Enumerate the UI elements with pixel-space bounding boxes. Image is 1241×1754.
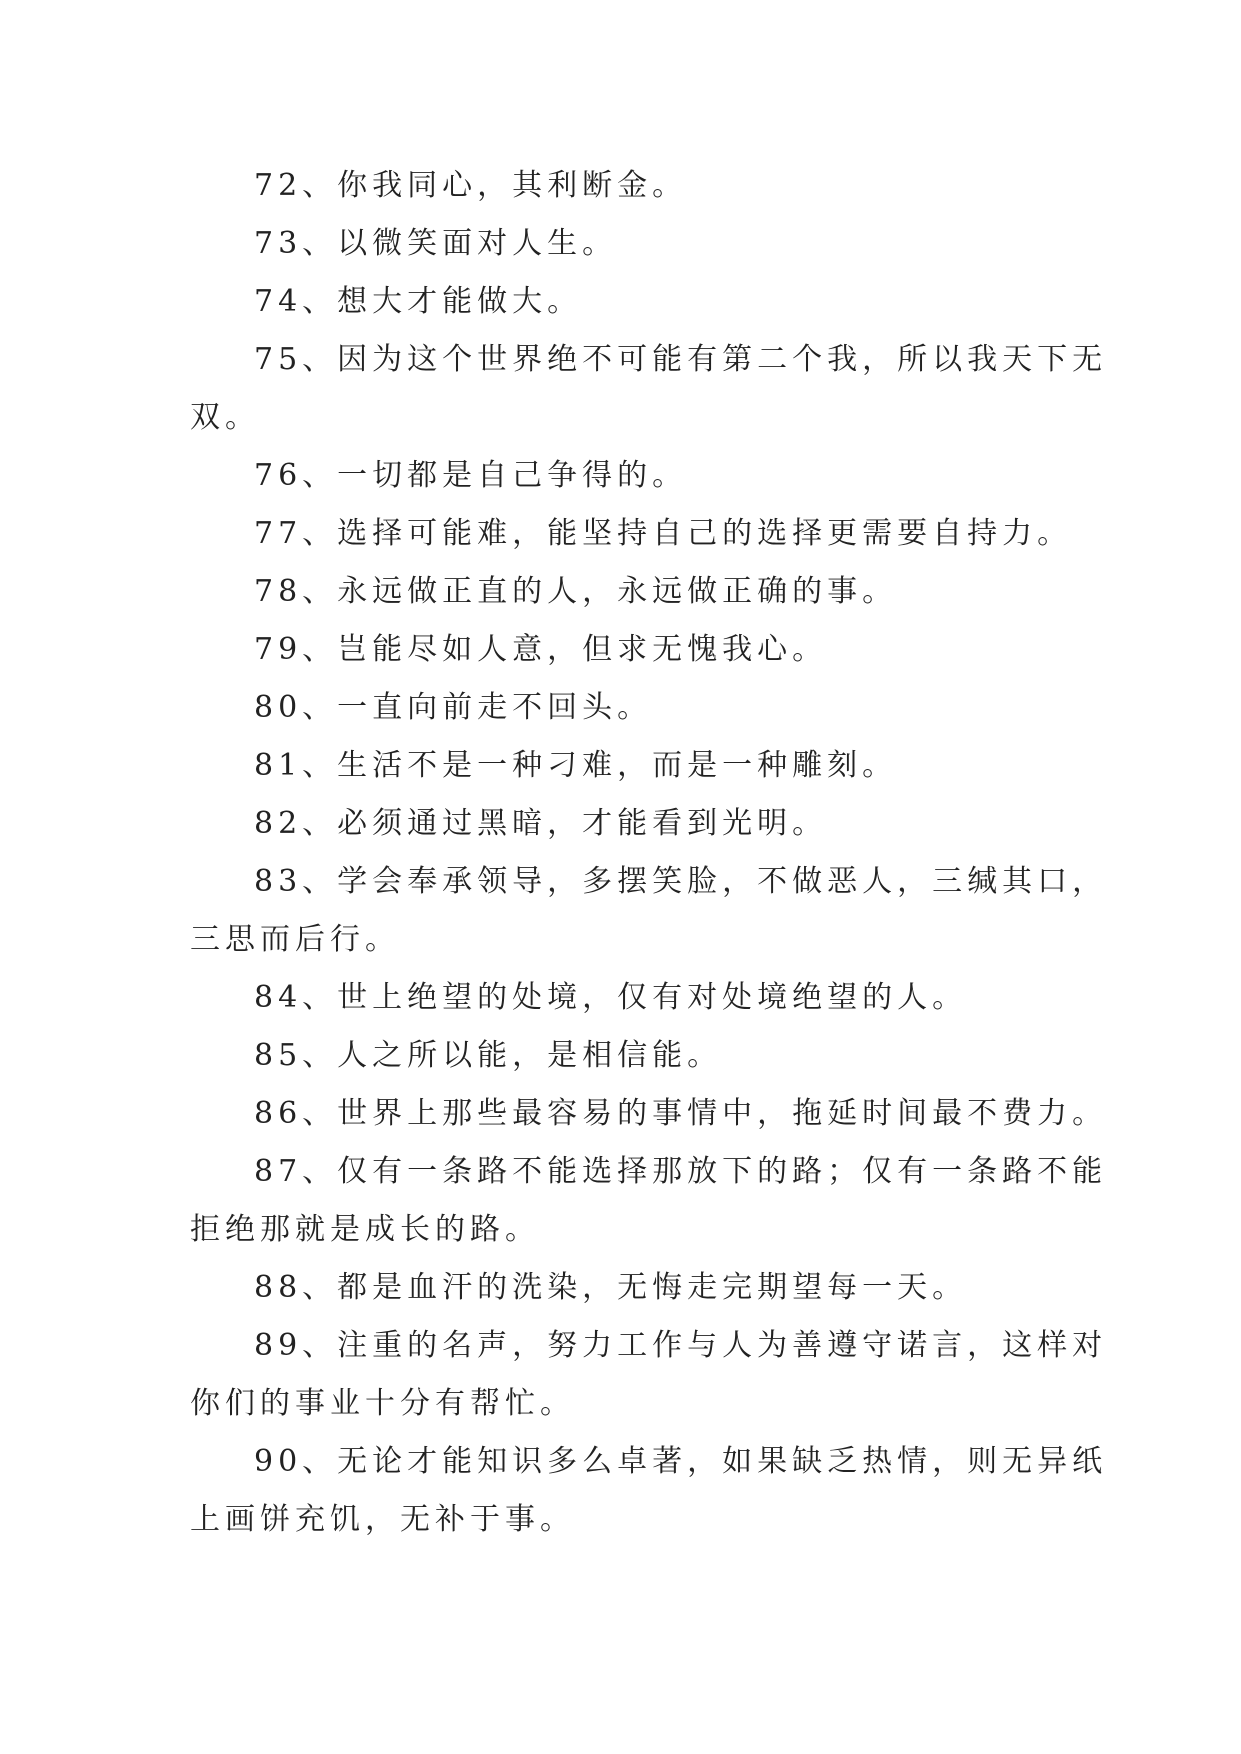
paragraph-72: 72、你我同心，其利断金。 bbox=[254, 168, 688, 203]
paragraph-87: 87、仅有一条路不能选择那放下的路；仅有一条路不能 bbox=[254, 1154, 1108, 1189]
paragraph-77: 77、选择可能难，能坚持自己的选择更需要自持力。 bbox=[254, 516, 1073, 551]
paragraph-73: 73、以微笑面对人生。 bbox=[254, 226, 618, 261]
paragraph-90-continuation: 上画饼充饥，无补于事。 bbox=[190, 1502, 575, 1537]
paragraph-82: 82、必须通过黑暗，才能看到光明。 bbox=[254, 806, 828, 841]
paragraph-85: 85、人之所以能，是相信能。 bbox=[254, 1038, 723, 1073]
paragraph-86: 86、世界上那些最容易的事情中，拖延时间最不费力。 bbox=[254, 1096, 1108, 1131]
paragraph-83: 83、学会奉承领导，多摆笑脸，不做恶人，三缄其口， bbox=[254, 864, 1108, 899]
paragraph-79: 79、岂能尽如人意，但求无愧我心。 bbox=[254, 632, 828, 667]
paragraph-80: 80、一直向前走不回头。 bbox=[254, 690, 653, 725]
paragraph-87-continuation: 拒绝那就是成长的路。 bbox=[190, 1212, 540, 1247]
paragraph-76: 76、一切都是自己争得的。 bbox=[254, 458, 688, 493]
paragraph-88: 88、都是血汗的洗染，无悔走完期望每一天。 bbox=[254, 1270, 968, 1305]
paragraph-75-continuation: 双。 bbox=[190, 400, 260, 435]
paragraph-84: 84、世上绝望的处境，仅有对处境绝望的人。 bbox=[254, 980, 968, 1015]
paragraph-89-continuation: 你们的事业十分有帮忙。 bbox=[190, 1386, 575, 1421]
paragraph-90: 90、无论才能知识多么卓著，如果缺乏热情，则无异纸 bbox=[254, 1444, 1108, 1479]
paragraph-83-continuation: 三思而后行。 bbox=[190, 922, 400, 957]
paragraph-78: 78、永远做正直的人，永远做正确的事。 bbox=[254, 574, 898, 609]
paragraph-74: 74、想大才能做大。 bbox=[254, 284, 583, 319]
paragraph-75: 75、因为这个世界绝不可能有第二个我，所以我天下无 bbox=[254, 342, 1108, 377]
paragraph-89: 89、注重的名声，努力工作与人为善遵守诺言，这样对 bbox=[254, 1328, 1108, 1363]
paragraph-81: 81、生活不是一种刁难，而是一种雕刻。 bbox=[254, 748, 898, 783]
